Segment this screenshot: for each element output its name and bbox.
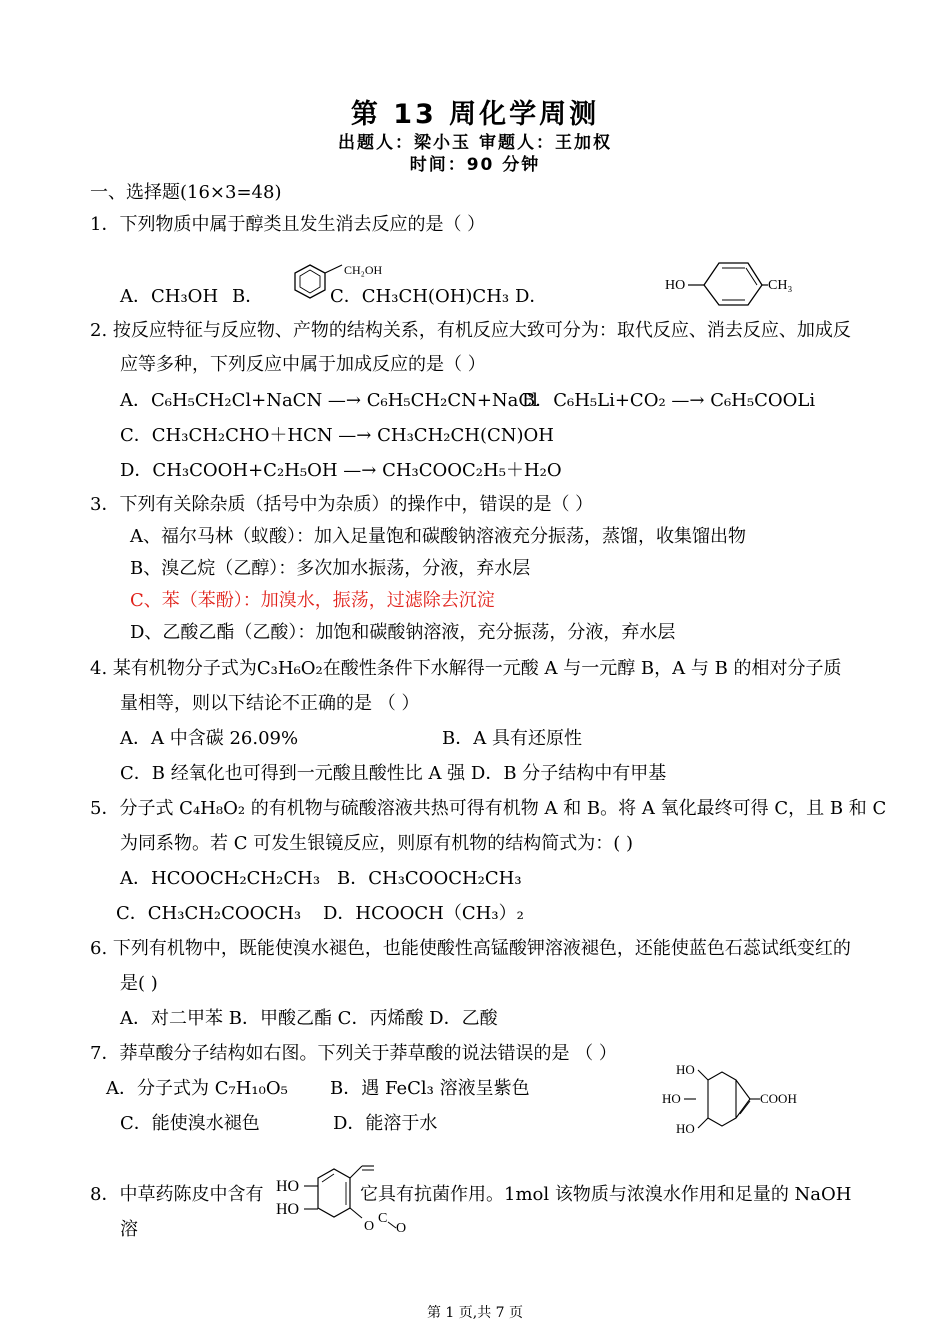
q4-option-b: B．A 具有还原性: [442, 728, 582, 749]
q2-option-a: A．C₆H₅CH₂Cl+NaCN —→ C₆H₅CH₂CN+NaCl: [120, 390, 538, 411]
q3-option-a: A、福尔马林（蚁酸）：加入足量饱和碳酸钠溶液充分振荡，蒸馏，收集馏出物: [130, 526, 746, 547]
q8-struct-carbonyl-o: O: [396, 1221, 407, 1236]
q8-stem-start: 8．中草药陈皮中含有: [90, 1184, 264, 1205]
exam-duration: 时间：90 分钟: [409, 155, 541, 175]
q7-struct-ho-3: HO: [676, 1121, 695, 1136]
section-heading: 一、选择题(16×3=48): [90, 182, 282, 203]
q5-option-d: D．HCOOCH（CH₃）₂: [323, 903, 524, 924]
q7-option-a: A．分子式为 C₇H₁₀O₅: [106, 1078, 288, 1099]
q8-struct-ho-2: HO: [276, 1201, 300, 1218]
page-title: 第 13 周化学周测: [350, 99, 600, 130]
q3-option-b: B、溴乙烷（乙醇）：多次加水振荡，分液，弃水层: [130, 558, 531, 579]
q5-stem-line1: 5．分子式 C₄H₈O₂ 的有机物与硫酸溶液共热可得有机物 A 和 B。将 A 氧化最终可得 C，且 B 和 C: [90, 798, 887, 819]
q2-option-c: C．CH₃CH₂CHO＋HCN —→ CH₃CH₂CH(CN)OH: [120, 425, 554, 446]
q1-option-b-label: B．: [232, 286, 264, 307]
q7-struct-ho-1: HO: [676, 1062, 695, 1077]
q3-stem: 3．下列有关除杂质（括号中为杂质）的操作中，错误的是（ ）: [90, 494, 594, 515]
q7-option-d: D．能溶于水: [333, 1113, 438, 1134]
shikimic-acid-structure: [660, 1058, 820, 1140]
q7-stem: 7．莽草酸分子结构如右图。下列关于莽草酸的说法错误的是 （ ）: [90, 1043, 617, 1064]
q1-struct-b-substituent: CH₂OH: [344, 263, 383, 277]
q7-struct-ho-2: HO: [662, 1091, 681, 1106]
q2-option-d: D．CH₃COOH+C₂H₅OH —→ CH₃COOC₂H₅＋H₂O: [120, 460, 562, 481]
q8-struct-ring-o: O: [364, 1219, 375, 1234]
q1-option-d-label: D．: [515, 286, 548, 307]
q8-struct-ho-1: HO: [276, 1178, 300, 1195]
exam-setters: 出题人：梁小玉 审题人：王加权: [338, 133, 612, 153]
p-cresol-structure: [662, 258, 802, 308]
q2-stem-line2: 应等多种，下列反应中属于加成反应的是（ ）: [120, 354, 486, 375]
q5-option-b: B．CH₃COOCH₂CH₃: [337, 868, 522, 889]
q1-option-c: C．CH₃CH(OH)CH₃: [330, 286, 510, 307]
q6-stem-line2: 是( ): [120, 973, 158, 994]
q4-options-cd: C．B 经氧化也可得到一元酸且酸性比 A 强 D．B 分子结构中有甲基: [120, 763, 667, 784]
page-number: 第 1 页,共 7 页: [426, 1305, 524, 1321]
q1-struct-d-ch3: CH₃: [768, 278, 793, 293]
q6-stem-line1: 6. 下列有机物中，既能使溴水褪色，也能使酸性高锰酸钾溶液褪色，还能使蓝色石蕊试纸变红的: [90, 938, 851, 959]
q4-stem-line1: 4. 某有机物分子式为C₃H₆O₂在酸性条件下水解得一元酸 A 与一元醇 B，A 与 B 的相对分子质: [90, 658, 842, 679]
q8-stem-line2: 溶: [120, 1219, 138, 1240]
q1-struct-d-ho: HO: [665, 278, 686, 293]
q1-option-a: A．CH₃OH: [120, 286, 219, 307]
q3-option-d: D、乙酸乙酯（乙酸）：加饱和碳酸钠溶液，充分振荡，分液，弃水层: [130, 622, 676, 643]
q2-stem-line1: 2. 按反应特征与反应物、产物的结构关系，有机反应大致可分为：取代反应、消去反应、加成反: [90, 320, 851, 341]
q5-stem-line2: 为同系物。若 C 可发生银镜反应，则原有机物的结构简式为：( ): [120, 833, 633, 854]
q7-option-b: B．遇 FeCl₃ 溶液呈紫色: [330, 1078, 530, 1099]
q8-stem-end: 它具有抗菌作用。1mol 该物质与浓溴水作用和足量的 NaOH: [360, 1184, 852, 1205]
q2-option-b: B．C₆H₅Li+CO₂ —→ C₆H₅COOLi: [522, 390, 816, 411]
q6-options: A．对二甲苯 B．甲酸乙酯 C．丙烯酸 D．乙酸: [120, 1008, 498, 1029]
q7-struct-cooh: COOH: [760, 1091, 797, 1106]
q5-option-c: C．CH₃CH₂COOCH₃: [116, 903, 302, 924]
q4-stem-line2: 量相等，则以下结论不正确的是 （ ）: [120, 693, 420, 714]
q1-stem: 1．下列物质中属于醇类且发生消去反应的是（ ）: [90, 214, 486, 235]
q8-struct-c: C: [378, 1211, 388, 1226]
q4-option-a: A．A 中含碳 26.09%: [120, 728, 299, 749]
q5-option-a: A．HCOOCH₂CH₂CH₃: [120, 868, 321, 889]
q7-option-c: C．能使溴水褪色: [120, 1113, 260, 1134]
q3-option-c: C、苯（苯酚）：加溴水，振荡，过滤除去沉淀: [130, 590, 495, 611]
